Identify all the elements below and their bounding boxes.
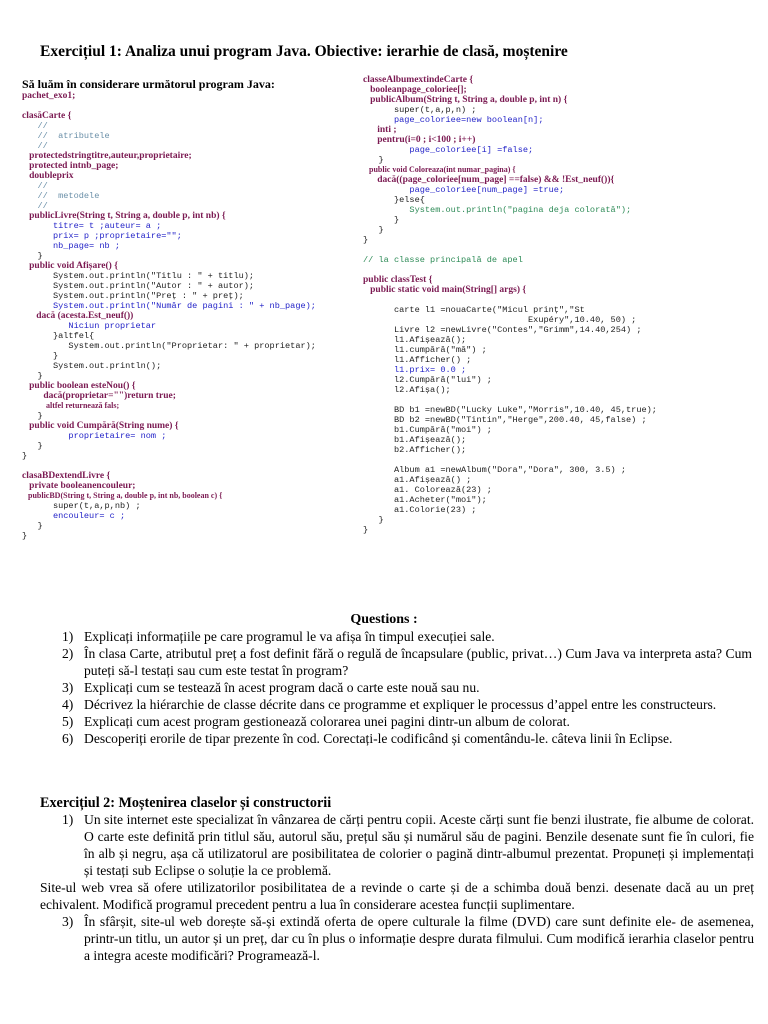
item-text: Site-ul web vrea să ofere utilizatorilor posibilitatea de a revinde o carte și de a schimba două benzi. desenate dacă au un preț echivalent. Modifică programul precedent pentru a lua în considerare acestea funcții suplimentare. [40,880,754,912]
code-line: System.out.println("Preț : " + preț); [22,291,244,301]
item-text: Descoperiți erorile de tipar prezente în cod. Corectați-le codificând și comentându-le. câteva linii în Eclipse. [84,731,673,746]
code-line: proprietaire= nom ; [22,431,167,441]
item-number: 1) [62,812,74,827]
code-line: doubleprix [22,171,74,181]
item-number: 3) [62,914,74,929]
item-text: Explicați cum se testează în acest program dacă o carte este nouă sau nu. [84,680,480,695]
code-line: System.out.println(); [22,361,162,371]
code-line: dacă((page_coloriee[num_page] ==false) && !Est_neuf()){ [363,175,615,185]
item-text: Explicați cum acest program gestionează colorarea unei pagini dintr-un album de colorat. [84,714,570,729]
code-line: public void Afișare() { [22,261,118,271]
item-text: În clasa Carte, atributul preț a fost definit fără o regulă de încapsulare (public, privat…) Cum Java va interpreta asta? Cum puteți să-l testați sau cum este testat în program? [84,646,752,678]
question-item [62,628,752,645]
code-line: Album a1 =newAlbum("Dora","Dora", 300, 3.5) ; [363,465,627,475]
exercise-2-item [40,879,754,913]
code-line: Niciun proprietar [22,321,157,331]
code-line: // [22,141,48,151]
code-line: page_coloriee=new boolean[n]; [363,115,544,125]
code-line: b1.Afișează(); [363,435,467,445]
code-line: inti ; [363,125,397,135]
code-line: }else{ [363,195,425,205]
code-line: carte l1 =nouaCarte("Micul prinț","St [363,305,585,315]
code-line: } [22,251,43,261]
code-line: clasaBDextendLivre { [22,471,111,481]
questions-list [62,628,752,747]
code-line: System.out.println("pagina deja colorată"); [363,205,632,215]
code-line: } [22,371,43,381]
code-line: public boolean esteNou() { [22,381,136,391]
code-line: publicBD(String t, String a, double p, int nb, boolean c) { [22,491,223,500]
code-line: System.out.println("Număr de pagini : " + nb_page); [22,301,316,311]
code-line: BD b2 =newBD("Tintin","Herge",200.40, 45,false) ; [363,415,647,425]
code-line: } [22,441,43,451]
code-line: } [363,225,384,235]
code-line: publicAlbum(String t, String a, double p, int n) { [363,95,568,105]
code-line [363,395,763,405]
code-line: Exupéry",10.40, 50) ; [363,315,637,325]
code-line: System.out.println("Titlu : " + titlu); [22,271,255,281]
code-line [363,265,763,275]
code-line: l1.Afficher() ; [363,355,472,365]
questions-heading: Questions : [350,612,418,627]
code-line: page_coloriee[num_page] =true; [363,185,565,195]
code-line: } [22,531,28,541]
question-item [62,645,752,679]
code-line: } [363,215,400,225]
code-line: l2.Afișa(); [363,385,451,395]
code-line: prix= p ;proprietaire=""; [22,231,182,241]
code-line: // [22,181,48,191]
code-line: l1.prix= 0.0 ; [363,365,467,375]
code-line: l2.Cumpără("lui") ; [363,375,492,385]
exercise-2-item [62,913,754,964]
code-line: Livre l2 =newLivre("Contes","Grimm",14.40,254) ; [363,325,642,335]
item-text: Un site internet este specializat în vânzarea de cărți pentru copii. Aceste cărți sunt fie benzi ilustrate, fie albume de colorat. O carte este definită prin titlul său, autorul său, prețul său și numărul său de pagini. Benzile desenate sunt fie în culori, fie în alb și negru, așa că utilizatorul are posibilitatea de colorier o pagină dintr-albumul prezentat. Propuneți și implementați și testați sub Eclipse o soluție la ce problemă. [84,812,754,878]
code-line: super(t,a,p,nb) ; [22,501,141,511]
code-line [363,295,763,305]
code-line: publicLivre(String t, String a, double p, int nb) { [22,211,226,221]
code-line: super(t,a,p,n) ; [363,105,477,115]
item-number: 2) [62,646,74,661]
code-line: } [22,351,59,361]
code-line: public static void main(String[] args) { [363,285,527,295]
code-line: public void Coloreaza(int numar_pagina) { [363,165,516,174]
code-line: BD b1 =newBD("Lucky Luke","Morris",10.40, 45,true); [363,405,657,415]
item-text: În sfârșit, site-ul web dorește să-și extindă oferta de opere culturale la filme (DVD) care sunt definite ele- de asemenea, printr-un titlu, un autor și un preț, dar cu în plus o informație despre durata filmului. Cum modifică ierarhia claselor pentru a integra aceste modificări? Programează-l. [84,914,754,963]
code-line: nb_page= nb ; [22,241,120,251]
code-column-right [363,75,763,535]
code-line: b2.Afficher(); [363,445,467,455]
question-item [62,679,752,696]
code-line: protectedstringtitre,auteur,proprietaire; [22,151,192,161]
code-line: Să luăm în considerare următorul program Java: [22,77,275,91]
code-line: altfel returnează fals; [22,401,120,410]
code-line: protected intnb_page; [22,161,119,171]
code-line: l1.cumpără("mă") ; [363,345,487,355]
code-line: } [363,155,384,165]
code-line [22,101,362,111]
code-line: // atributele [22,131,110,141]
code-line: }altfel{ [22,331,95,341]
code-line: pentru(i=0 ; i<100 ; i++) [363,135,476,145]
exercise-1-title: Exercițiul 1: Analiza unui program Java. Obiective: ierarhie de clasă, moștenire [40,43,568,60]
code-line: public classTest { [363,275,433,285]
code-line: } [22,411,43,421]
code-line: page_coloriee[i] =false; [363,145,534,155]
code-line [22,461,362,471]
code-line: l1.Afișează(); [363,335,467,345]
code-line: } [22,521,43,531]
code-line: // la classe principală de apel [363,255,523,265]
question-item [62,696,752,713]
code-line: titre= t ;auteur= a ; [22,221,162,231]
code-line: } [22,451,28,461]
code-line: encouleur= c ; [22,511,126,521]
code-line: private booleanencouleur; [22,481,136,491]
code-line: } [363,235,369,245]
code-line: dacă (acesta.Est_neuf()) [22,311,134,321]
code-line: a1.Afișează() ; [363,475,472,485]
code-line: pachet_exo1; [22,91,76,101]
code-line: a1.Colorie(23) ; [363,505,477,515]
question-item [62,730,752,747]
code-column-left [22,78,362,541]
code-line: // metodele [22,191,100,201]
code-line: booleanpage_coloriee[]; [363,85,467,95]
question-item [62,713,752,730]
item-number: 5) [62,714,74,729]
code-line: System.out.println("Autor : " + autor); [22,281,255,291]
item-text: Décrivez la hiérarchie de classe décrite dans ce programme et expliquer le processus d’appel entre les constructeurs. [84,697,717,712]
code-line: b1.Cumpără("moi") ; [363,425,492,435]
exercise-2-title: Exercițiul 2: Moștenirea claselor și constructorii [40,795,332,811]
exercise-2-list [40,811,754,964]
code-line: System.out.println("Proprietar: " + proprietar); [22,341,316,351]
code-line: public void Cumpără(String nume) { [22,421,179,431]
exercise-2-item [62,811,754,879]
code-line: a1. Colorează(23) ; [363,485,492,495]
item-number: 6) [62,731,74,746]
code-line: a1.Acheter("moi"); [363,495,487,505]
code-line: // [22,201,48,211]
code-line [363,455,763,465]
code-line: dacă(proprietar="")return true; [22,391,176,401]
item-number: 4) [62,697,74,712]
item-text: Explicați informațiile pe care programul le va afișa în timpul execuției sale. [84,629,495,644]
code-line: } [363,515,384,525]
code-line: } [363,525,369,535]
code-line: // [22,121,48,131]
item-number: 3) [62,680,74,695]
code-line: clasăCarte { [22,111,72,121]
item-number: 1) [62,629,74,644]
code-line [363,245,763,255]
code-line: classeAlbumextindeCarte { [363,75,474,85]
